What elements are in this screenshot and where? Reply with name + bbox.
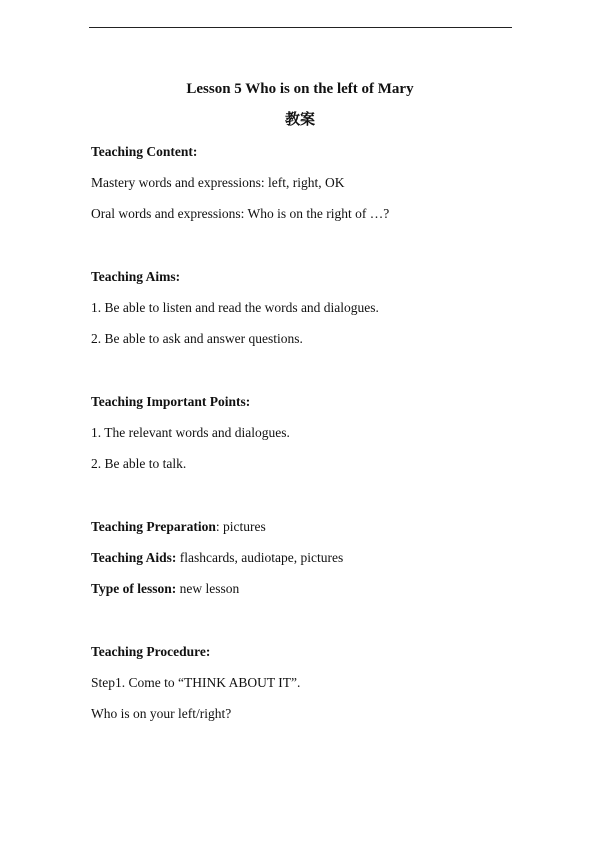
teaching-procedure-label: Teaching Procedure: [91, 644, 211, 659]
important-points-label: Teaching Important Points: [91, 394, 251, 409]
teaching-aids-line [91, 549, 521, 567]
teaching-aids-value: flashcards, audiotape, pictures [176, 550, 344, 565]
teaching-aim-item: 1. Be able to listen and read the words and dialogues. [91, 300, 379, 315]
teaching-preparation-line [91, 518, 521, 536]
lesson-type-value: new lesson [176, 581, 240, 596]
important-point-item: 1. The relevant words and dialogues. [91, 425, 290, 440]
teaching-aims-heading [91, 268, 521, 286]
teaching-preparation-value: : pictures [215, 519, 266, 534]
teaching-aids-label: Teaching Aids: [91, 550, 177, 565]
teaching-aim-item: 2. Be able to ask and answer questions. [91, 331, 303, 346]
header-rule [89, 27, 512, 28]
document-title: Lesson 5 Who is on the left of Mary [186, 81, 414, 97]
mastery-words-line: Mastery words and expressions: left, right, OK [91, 175, 345, 190]
important-point-item: 2. Be able to talk. [91, 456, 187, 471]
teaching-content-label: Teaching Content: [91, 144, 198, 159]
lesson-type-label: Type of lesson: [91, 581, 177, 596]
teaching-procedure-heading [91, 643, 521, 661]
important-points-heading [91, 393, 521, 411]
document-subtitle: 教案 [284, 110, 315, 128]
teaching-preparation-label: Teaching Preparation [91, 519, 216, 534]
teaching-aims-label: Teaching Aims: [91, 269, 181, 284]
procedure-step1-line: Step1. Come to “THINK ABOUT IT”. [91, 675, 301, 690]
oral-words-line: Oral words and expressions: Who is on the right of …? [91, 206, 390, 221]
lesson-type-line [91, 580, 521, 598]
procedure-question-line: Who is on your left/right? [91, 706, 232, 721]
teaching-content-heading [91, 143, 521, 161]
